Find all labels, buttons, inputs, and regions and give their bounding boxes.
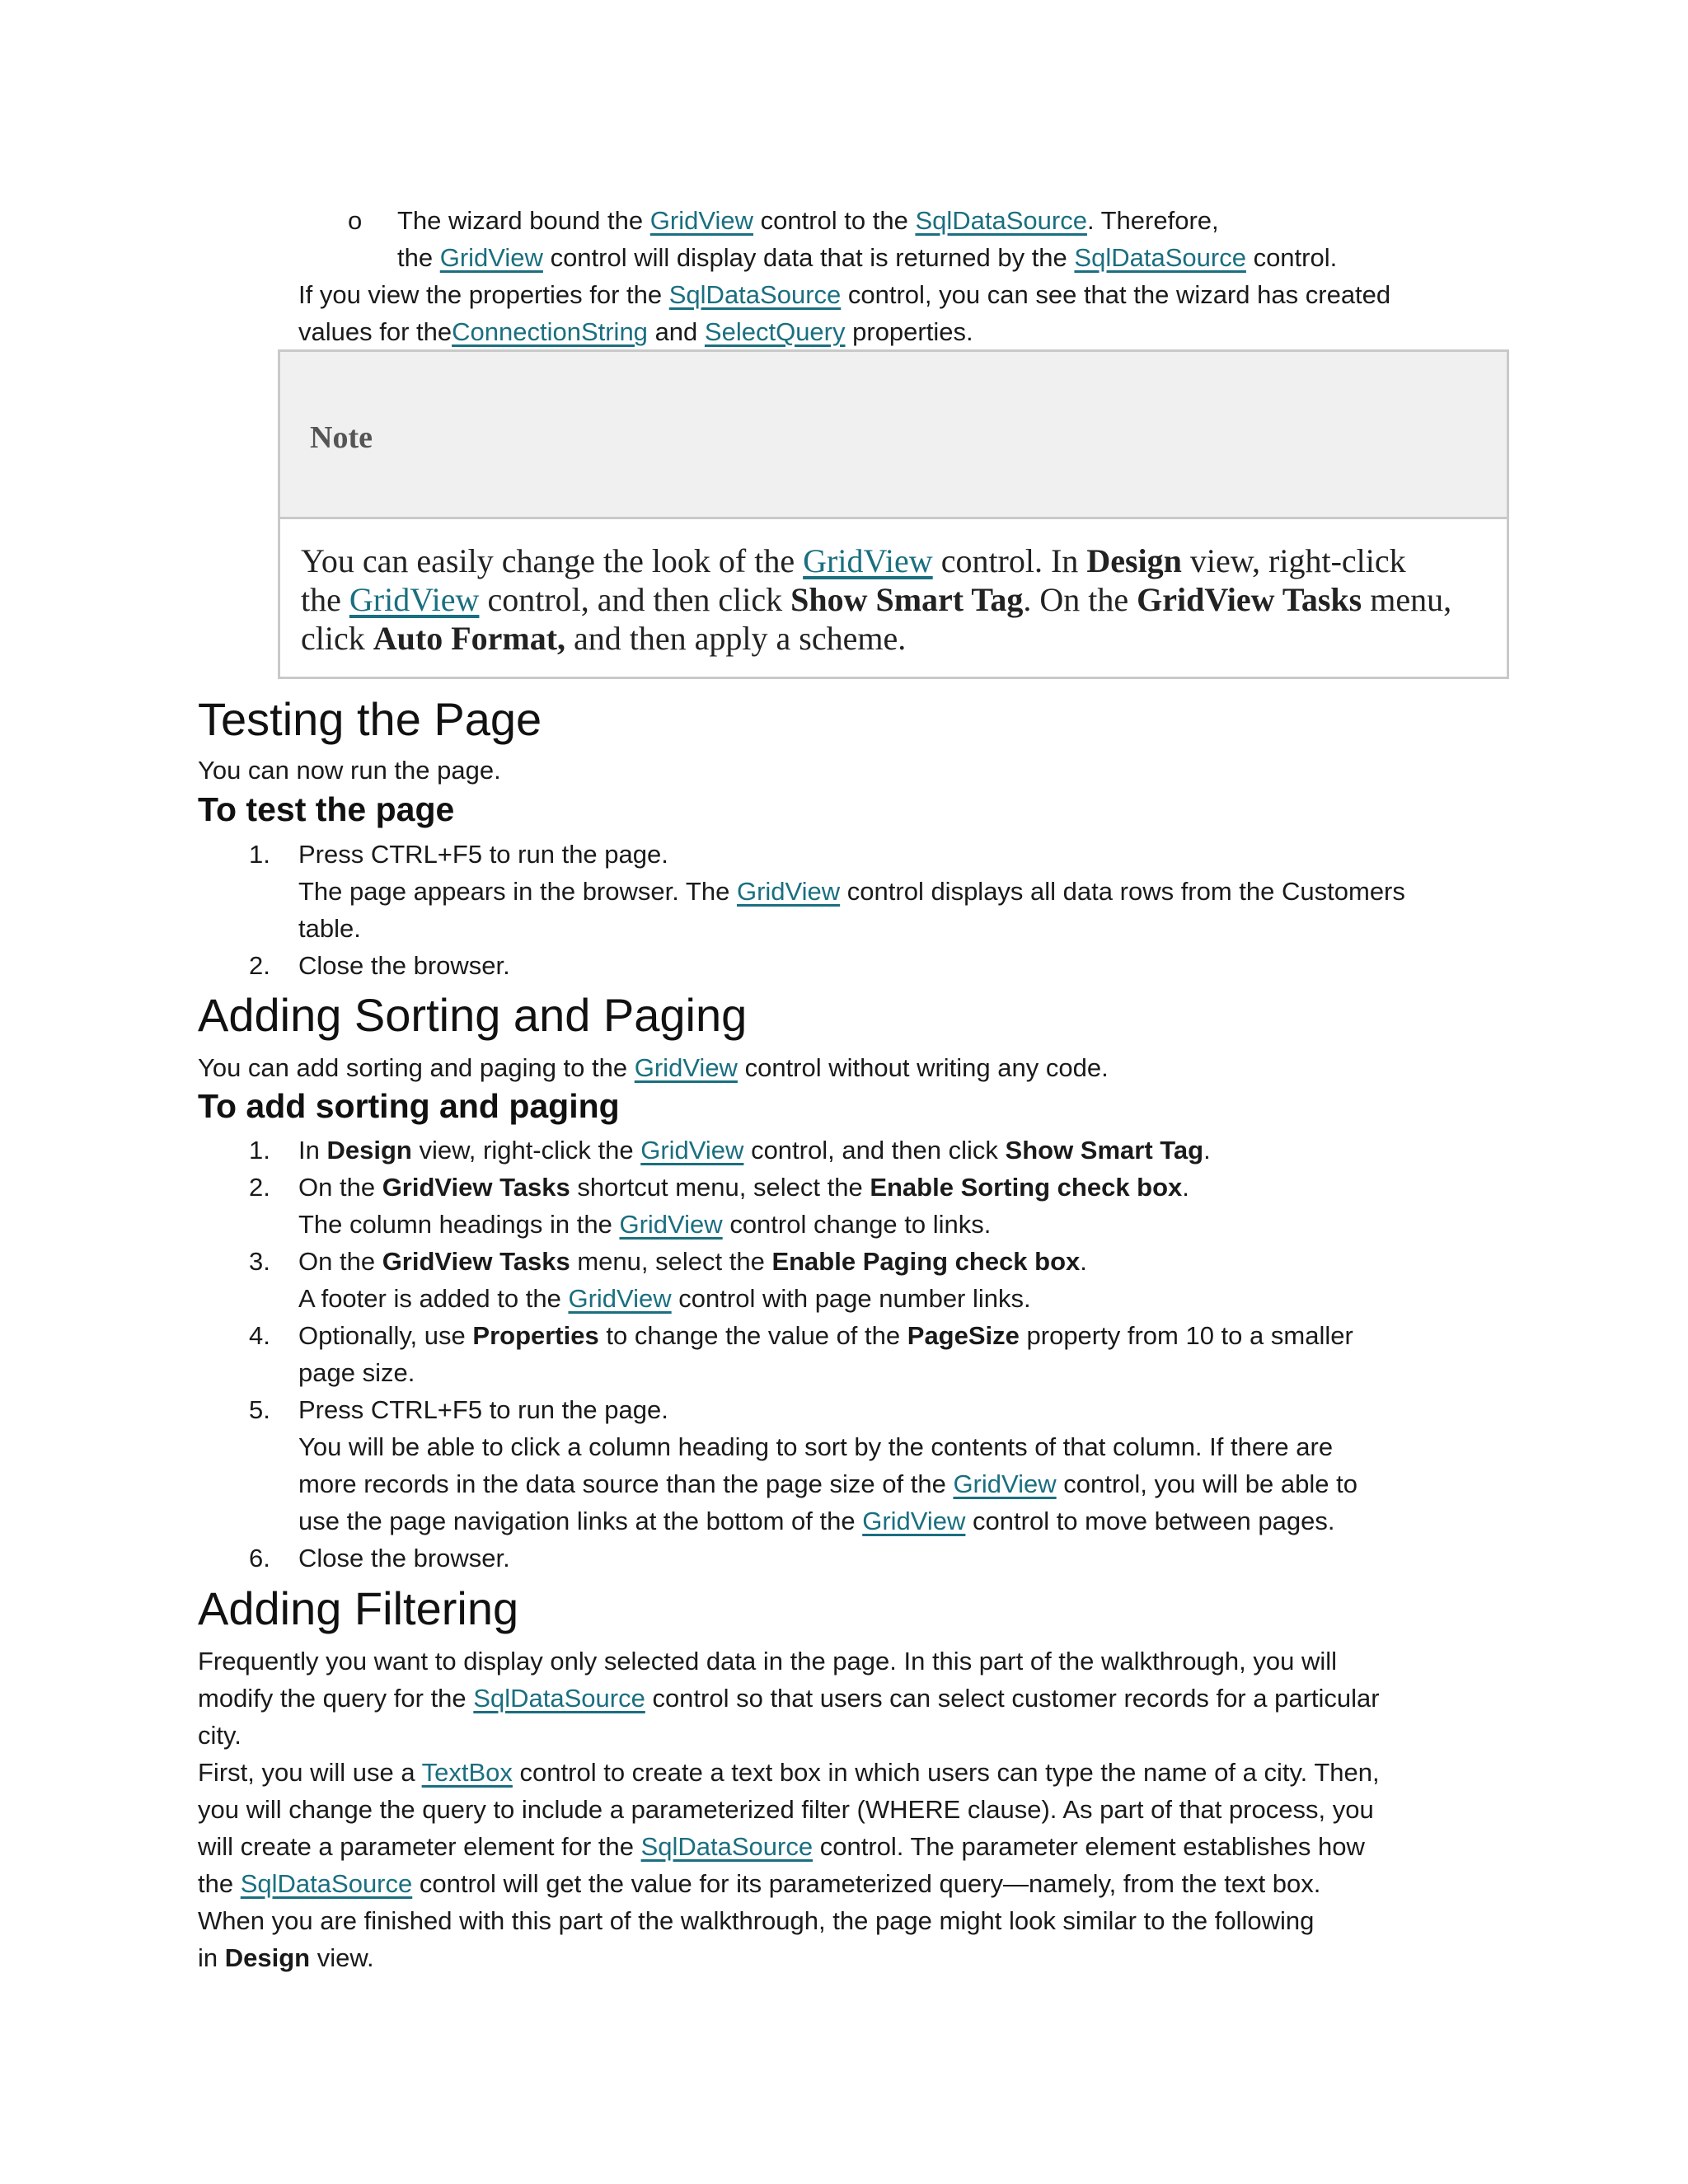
bullet-line-1	[397, 202, 1219, 239]
sorting-step-3-desc	[298, 1280, 1031, 1317]
step-number: 3.	[249, 1247, 270, 1276]
text: click	[301, 620, 365, 657]
text: If you view the properties for the	[298, 280, 663, 309]
testing-step-2: Close the browser.	[298, 951, 510, 980]
testing-step-1: Press CTRL+F5 to run the page.	[298, 840, 668, 869]
text: the	[397, 243, 434, 272]
text: control.	[1253, 243, 1338, 272]
text: The wizard bound the	[397, 206, 644, 235]
subheading-to-add-sorting-and-paging: To add sorting and paging	[198, 1087, 620, 1125]
heading-testing-the-page: Testing the Page	[198, 693, 542, 745]
text: modify the query for the	[198, 1684, 467, 1713]
text: view, right-click	[1189, 542, 1406, 579]
bold-text: GridView Tasks	[382, 1247, 570, 1276]
text: . Therefore,	[1086, 206, 1219, 235]
text: and then apply a scheme.	[574, 620, 907, 657]
text: view, right-click the	[419, 1136, 634, 1165]
sqldatasource-link[interactable]: SqlDataSource	[668, 280, 842, 309]
step-number: 1.	[249, 1136, 270, 1165]
text: control so that users can select customer records for a particular	[652, 1684, 1380, 1713]
filtering-p2-line-4	[198, 1865, 1320, 1902]
text: will create a parameter element for the	[198, 1832, 634, 1861]
sorting-step-2-desc	[298, 1206, 991, 1243]
gridview-link[interactable]: GridView	[862, 1507, 966, 1535]
step-number: 2.	[249, 951, 270, 980]
sorting-step-5-desc-1: You will be able to click a column heading to sort by the contents of that column. If there are	[298, 1432, 1334, 1461]
filtering-p2-line-5: When you are finished with this part of the walkthrough, the page might look similar to the following	[198, 1906, 1315, 1935]
sorting-step-5: Press CTRL+F5 to run the page.	[298, 1395, 668, 1424]
bullet-line-2	[397, 239, 1337, 276]
text: more records in the data source than the page size of the	[298, 1469, 946, 1498]
sorting-step-5-desc-2	[298, 1465, 1357, 1502]
text: control, and then click	[487, 581, 783, 618]
properties-paragraph-line-1	[298, 276, 1390, 313]
note-body	[301, 541, 1471, 658]
text: the	[301, 581, 341, 618]
sqldatasource-link[interactable]: SqlDataSource	[915, 206, 1087, 235]
text: .	[1182, 1173, 1189, 1202]
note-line-3	[301, 619, 1471, 658]
sqldatasource-link[interactable]: SqlDataSource	[240, 1869, 413, 1898]
text: Optionally, use	[298, 1321, 466, 1350]
step-number: 6.	[249, 1544, 270, 1572]
text: control to create a text box in which users can type the name of a city. Then,	[519, 1758, 1380, 1787]
text: view.	[316, 1943, 374, 1972]
note-title: Note	[310, 420, 373, 455]
selectquery-link[interactable]: SelectQuery	[704, 317, 846, 346]
bullet-marker: o	[348, 206, 363, 235]
text: shortcut menu, select the	[577, 1173, 863, 1202]
bold-text: Design	[1086, 542, 1182, 579]
gridview-link[interactable]: GridView	[803, 542, 933, 579]
text: You can add sorting and paging to the	[198, 1053, 628, 1082]
sqldatasource-link[interactable]: SqlDataSource	[473, 1684, 645, 1713]
step-number: 2.	[249, 1173, 270, 1202]
note-line-1	[301, 541, 1471, 580]
filtering-p2-line-3	[198, 1828, 1365, 1865]
text: control, and then click	[751, 1136, 998, 1165]
text: control change to links.	[729, 1210, 992, 1239]
text: control, you will be able to	[1063, 1469, 1357, 1498]
text: control will display data that is returned by the	[550, 243, 1067, 272]
step-number: 4.	[249, 1321, 270, 1350]
sqldatasource-link[interactable]: SqlDataSource	[640, 1832, 814, 1861]
sorting-step-1	[298, 1132, 1211, 1169]
sorting-step-6: Close the browser.	[298, 1544, 510, 1572]
filtering-p2-line-1	[198, 1754, 1380, 1791]
testing-step-1-desc-cont: table.	[298, 914, 361, 943]
step-number: 5.	[249, 1395, 270, 1424]
text: .	[1203, 1136, 1211, 1165]
text: menu,	[1370, 581, 1452, 618]
sorting-step-4	[298, 1317, 1353, 1354]
text: properties.	[852, 317, 973, 346]
sorting-step-4-cont: page size.	[298, 1358, 415, 1387]
text: . On the	[1023, 581, 1129, 618]
gridview-link[interactable]: GridView	[349, 581, 480, 618]
text: control with page number links.	[678, 1284, 1031, 1313]
gridview-link[interactable]: GridView	[649, 206, 753, 235]
text: The page appears in the browser. The	[298, 877, 730, 906]
text: and	[654, 317, 698, 346]
text: .	[1080, 1247, 1087, 1276]
text: control without writing any code.	[744, 1053, 1109, 1082]
note-box	[278, 349, 1509, 679]
gridview-link[interactable]: GridView	[640, 1136, 744, 1165]
testing-intro: You can now run the page.	[198, 756, 501, 785]
gridview-link[interactable]: GridView	[736, 877, 841, 906]
textbox-link[interactable]: TextBox	[421, 1758, 513, 1787]
filtering-p2-line-6	[198, 1939, 374, 1976]
text: to change the value of the	[606, 1321, 901, 1350]
heading-adding-sorting-and-paging: Adding Sorting and Paging	[198, 989, 748, 1041]
bold-text: GridView Tasks	[382, 1173, 570, 1202]
text: use the page navigation links at the bottom of the	[298, 1507, 856, 1535]
bold-text: Design	[326, 1136, 412, 1165]
text: You can easily change the look of the	[301, 542, 795, 579]
gridview-link[interactable]: GridView	[634, 1053, 738, 1082]
filtering-p1-line-1: Frequently you want to display only selected data in the page. In this part of the walkthrough, you will	[198, 1647, 1338, 1675]
bold-text: Properties	[472, 1321, 599, 1350]
bold-text: Show Smart Tag	[1005, 1136, 1204, 1165]
text: On the	[298, 1247, 376, 1276]
filtering-p1-line-2	[198, 1680, 1380, 1717]
text: control, you can see that the wizard has created	[847, 280, 1391, 309]
text: values for the	[298, 317, 452, 346]
subheading-to-test-the-page: To test the page	[198, 790, 455, 828]
bold-text: Auto Format,	[373, 620, 566, 657]
gridview-link[interactable]: GridView	[439, 243, 543, 272]
sqldatasource-link[interactable]: SqlDataSource	[1074, 243, 1246, 272]
text: the	[198, 1869, 234, 1898]
filtering-p1-line-3: city.	[198, 1721, 241, 1750]
sorting-intro	[198, 1049, 1109, 1086]
bold-text: Show Smart Tag	[790, 581, 1024, 618]
text: control to move between pages.	[973, 1507, 1335, 1535]
note-line-2	[301, 580, 1471, 619]
properties-paragraph-line-2	[298, 313, 973, 350]
gridview-link[interactable]: GridView	[568, 1284, 672, 1313]
bold-text: Enable Sorting check box	[870, 1173, 1183, 1202]
gridview-link[interactable]: GridView	[953, 1469, 1057, 1498]
text: control displays all data rows from the Customers	[846, 877, 1405, 906]
text: control. The parameter element establishes how	[819, 1832, 1365, 1861]
connectionstring-link[interactable]: ConnectionString	[452, 317, 648, 346]
testing-step-1-desc	[298, 873, 1405, 910]
text: property from 10 to a smaller	[1026, 1321, 1353, 1350]
text: In	[298, 1136, 320, 1165]
sorting-step-5-desc-3	[298, 1502, 1334, 1540]
bold-text: PageSize	[907, 1321, 1020, 1350]
text: control. In	[940, 542, 1079, 579]
text: menu, select the	[577, 1247, 765, 1276]
sorting-step-3	[298, 1243, 1087, 1280]
heading-adding-filtering: Adding Filtering	[198, 1582, 519, 1634]
bold-text: Enable Paging check box	[771, 1247, 1081, 1276]
sorting-step-2	[298, 1169, 1189, 1206]
step-number: 1.	[249, 840, 270, 869]
text: control to the	[760, 206, 908, 235]
gridview-link[interactable]: GridView	[619, 1210, 723, 1239]
note-header	[280, 352, 1507, 519]
text: On the	[298, 1173, 376, 1202]
text: First, you will use a	[198, 1758, 415, 1787]
bold-text: GridView Tasks	[1137, 581, 1362, 618]
text: A footer is added to the	[298, 1284, 561, 1313]
text: control will get the value for its parameterized query—namely, from the text box.	[419, 1869, 1321, 1898]
text: The column headings in the	[298, 1210, 612, 1239]
filtering-p2-line-2: you will change the query to include a parameterized filter (WHERE clause). As part of that process, you	[198, 1795, 1374, 1824]
text: in	[198, 1943, 218, 1972]
bold-text: Design	[224, 1943, 311, 1972]
